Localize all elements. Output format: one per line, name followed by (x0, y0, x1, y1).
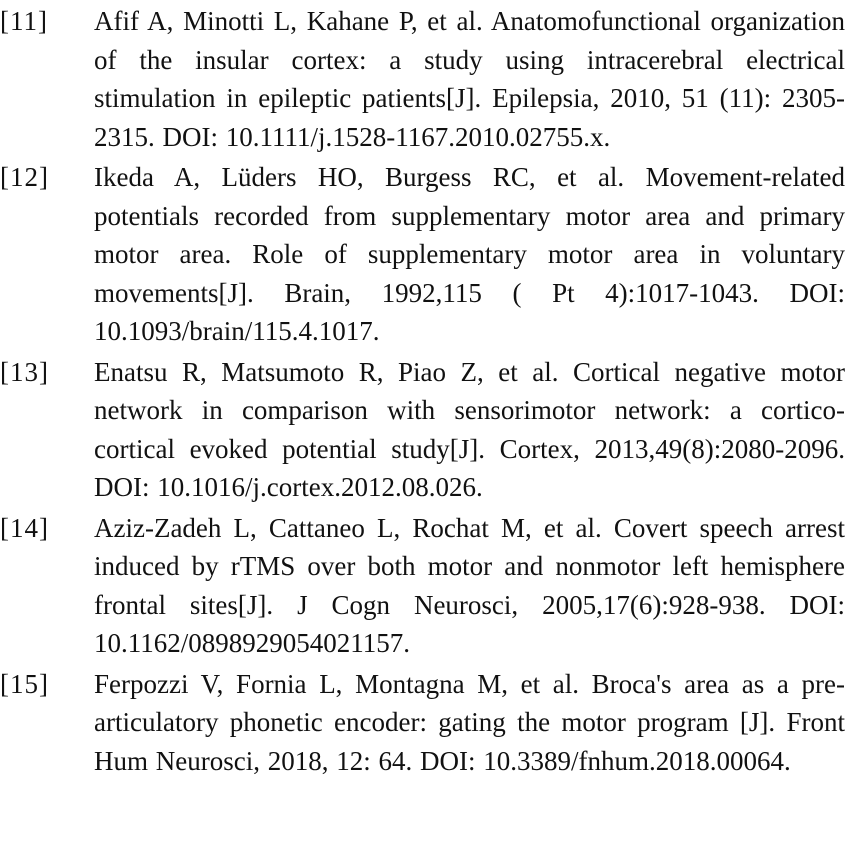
reference-number: [15] (0, 668, 49, 699)
reference-text: Enatsu R, Matsumoto R, Piao Z, et al. Cortical negative motor network in comparison with sensorimotor network: a cortico-cortical evoked potential study[J]. Cortex, 2013,49(8):2080-2096. DOI: 10.1016/j.cortex.2012.08.026. (94, 356, 845, 502)
reference-number: [13] (0, 356, 49, 387)
reference-item (0, 2, 845, 156)
reference-item (0, 665, 845, 781)
reference-number: [11] (0, 6, 48, 36)
reference-item (0, 509, 845, 663)
reference-number: [12] (0, 162, 49, 192)
reference-text: Ferpozzi V, Fornia L, Montagna M, et al. Broca's area as a pre-articulatory phonetic encoder: gating the motor program [J]. Front Hum Neurosci, 2018, 12: 64. DOI: 10.3389/fnhum.2018.00064. (94, 668, 845, 776)
reference-text: Afif A, Minotti L, Kahane P, et al. Anatomofunctional organization of the insular cortex: a study using intracerebral electrical stimulation in epileptic patients[J]. Epilepsia, 2010, 51 (11): 2305-2315. DOI: 10.1111/j.1528-1167.2010.02755.x. (94, 6, 845, 152)
reference-list (0, 2, 845, 780)
reference-text: Ikeda A, Lüders HO, Burgess RC, et al. Movement-related potentials recorded from supplementary motor area and primary motor area. Role of supplementary motor area in voluntary movements[J]. Brain, 1992,115 ( Pt 4):1017-1043. DOI: 10.1093/brain/115.4.1017. (94, 162, 845, 346)
reference-item (0, 158, 845, 351)
reference-item (0, 353, 845, 507)
reference-text: Aziz-Zadeh L, Cattaneo L, Rochat M, et al. Covert speech arrest induced by rTMS over both motor and nonmotor left hemisphere frontal sites[J]. J Cogn Neurosci, 2005,17(6):928-938. DOI: 10.1162/0898929054021157. (94, 512, 845, 658)
reference-number: [14] (0, 512, 49, 543)
